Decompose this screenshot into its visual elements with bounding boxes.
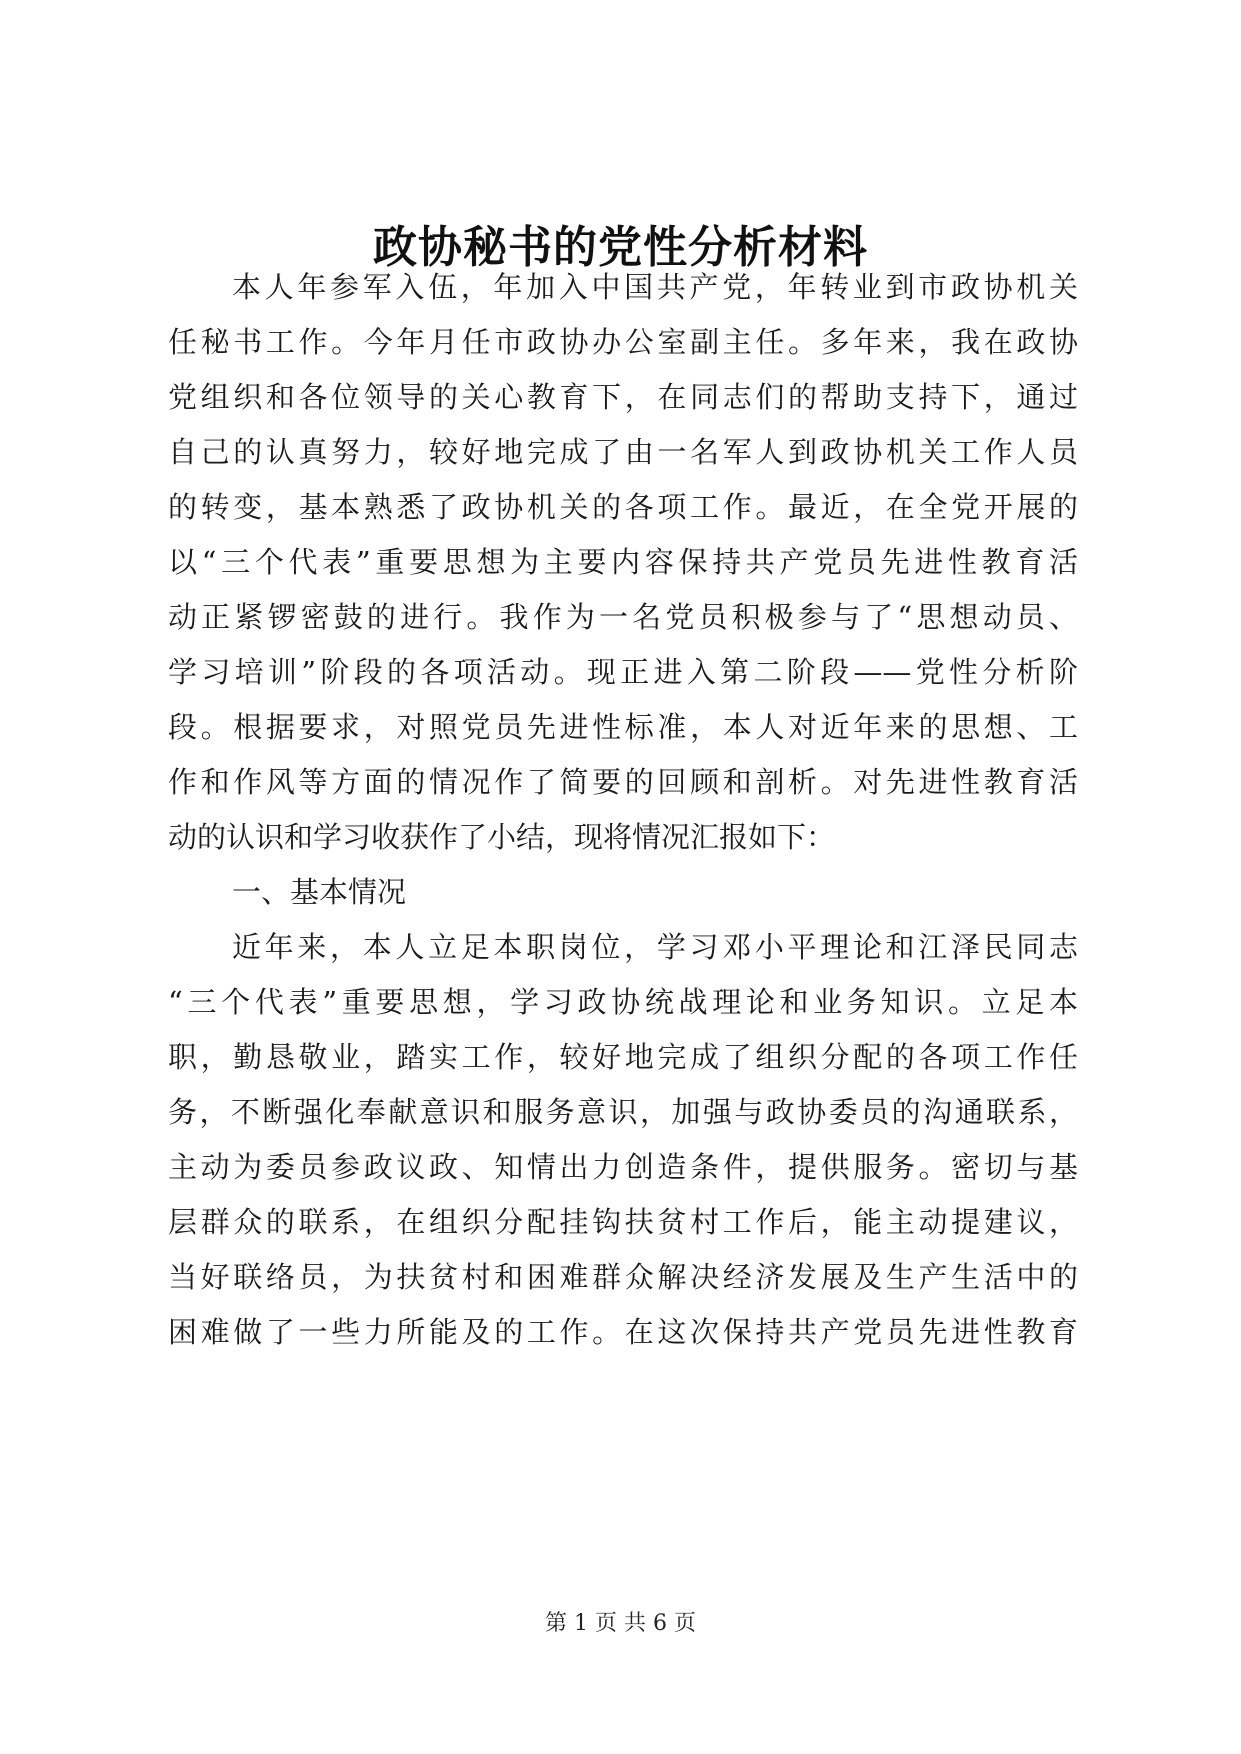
section-heading: 一、基本情况 [232, 875, 407, 909]
body-line: 困难做了一些力所能及的工作。在这次保持共产党员先进性教育 [168, 1315, 1078, 1349]
body-line: 务，不断强化奉献意识和服务意识，加强与政协委员的沟通联系， [168, 1095, 1078, 1129]
document-title: 政协秘书的党性分析材料 [373, 222, 868, 273]
body-line: 任秘书工作。今年月任市政协办公室副主任。多年来，我在政协 [168, 325, 1078, 359]
body-line: 以“三个代表”重要思想为主要内容保持共产党员先进性教育活 [168, 545, 1078, 579]
body-line: 当好联络员，为扶贫村和困难群众解决经济发展及生产生活中的 [168, 1260, 1078, 1294]
body-line: 职，勤恳敬业，踏实工作，较好地完成了组织分配的各项工作任 [168, 1040, 1078, 1074]
body-line: 动正紧锣密鼓的进行。我作为一名党员积极参与了“思想动员、 [168, 600, 1078, 634]
body-line: 党组织和各位领导的关心教育下，在同志们的帮助支持下，通过 [168, 380, 1078, 414]
body-line: 主动为委员参政议政、知情出力创造条件，提供服务。密切与基 [168, 1150, 1078, 1184]
body-line: “三个代表”重要思想，学习政协统战理论和业务知识。立足本 [168, 985, 1078, 1019]
body-line: 动的认识和学习收获作了小结，现将情况汇报如下： [168, 820, 836, 854]
body-line: 学习培训”阶段的各项活动。现正进入第二阶段——党性分析阶 [168, 655, 1078, 689]
body-line: 段。根据要求，对照党员先进性标准，本人对近年来的思想、工 [168, 710, 1078, 744]
body-line: 作和作风等方面的情况作了简要的回顾和剖析。对先进性教育活 [168, 765, 1078, 799]
body-line: 近年来，本人立足本职岗位，学习邓小平理论和江泽民同志 [232, 930, 1078, 964]
body-line: 本人年参军入伍，年加入中国共产党，年转业到市政协机关 [232, 270, 1078, 304]
page-number: 第 1 页 共 6 页 [545, 1611, 696, 1636]
body-line: 层群众的联系，在组织分配挂钩扶贫村工作后，能主动提建议， [168, 1205, 1078, 1239]
body-line: 的转变，基本熟悉了政协机关的各项工作。最近，在全党开展的 [168, 490, 1078, 524]
body-line: 自己的认真努力，较好地完成了由一名军人到政协机关工作人员 [168, 435, 1078, 469]
